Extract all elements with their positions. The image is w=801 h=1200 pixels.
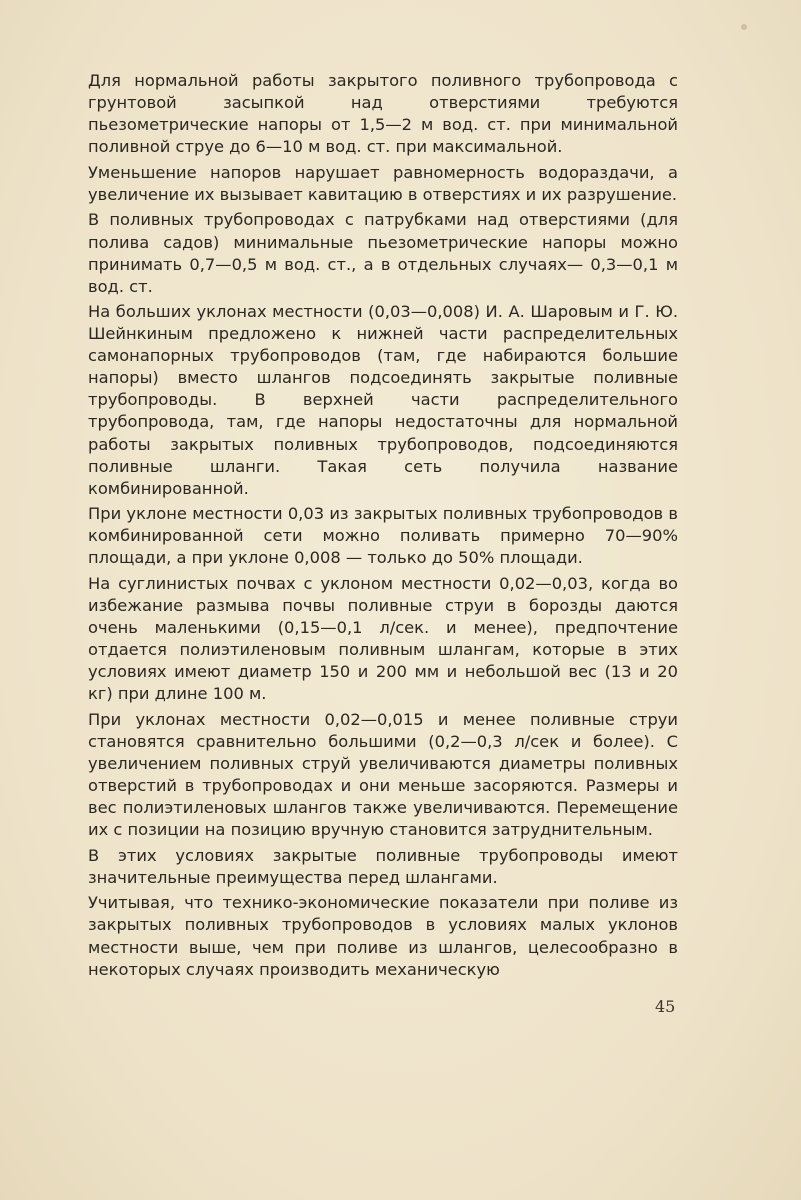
paper-speck — [741, 24, 747, 30]
paragraph: При уклонах местности 0,02—0,015 и менее поливные струи становятся сравнительно большими (0,2—0,3 л/сек и более). С увеличением поливных струй увеличиваются диаметры поливных отверстий в трубопроводах и они меньше засоряются. Размеры и вес полиэтиленовых шлангов также увеличиваются. Перемещение их с позиции на позицию вручную становится затруднительным. — [88, 709, 678, 840]
page-body-text — [88, 70, 678, 984]
paragraph: При уклоне местности 0,03 из закрытых поливных трубопроводов в комбинированной сети можно поливать примерно 70—90% площади, а при уклоне 0,008 — только до 50% площади. — [88, 504, 678, 568]
paragraph: В поливных трубопроводах с патрубками над отверстиями (для полива садов) минимальные пьезометрические напоры можно принимать 0,7—0,5 м вод. ст., а в отдельных случаях— 0,3—0,1 м вод. ст. — [88, 210, 678, 296]
paragraph: Уменьшение напоров нарушает равномерность водораздачи, а увеличение их вызывает кавитацию в отверстиях и их разрушение. — [88, 162, 678, 204]
paragraph: Для нормальной работы закрытого поливного трубопровода с грунтовой засыпкой над отверстиями требуются пьезометрические напоры от 1,5—2 м вод. ст. при минимальной поливной струе до 6—10 м вод. ст. при максимальной. — [88, 71, 678, 157]
paragraph: Учитывая, что технико-экономические показатели при поливе из закрытых поливных трубопроводов в условиях малых уклонов местности выше, чем при поливе из шлангов, целесообразно в некоторых случаях производить механическую — [88, 893, 678, 979]
page-number: 45 — [655, 997, 676, 1016]
paragraph: На суглинистых почвах с уклоном местности 0,02—0,03, когда во избежание размыва почвы поливные струи в борозды даются очень маленькими (0,15—0,1 л/сек. и менее), предпочтение отдается полиэтиленовым поливным шлангам, которые в этих условиях имеют диаметр 150 и 200 мм и небольшой вес (13 и 20 кг) при длине 100 м. — [88, 574, 678, 704]
paragraph: На больших уклонах местности (0,03—0,008) И. А. Шаровым и Г. Ю. Шейнкиным предложено к нижней части распределительных самонапорных трубопроводов (там, где набираются большие напоры) вместо шлангов подсоединять закрытые поливные трубопроводы. В верхней части распределительного трубопровода, там, где напоры недостаточны для нормальной работы закрытых поливных трубопроводов, подсоединяются поливные шланги. Такая сеть получила название комбинированной. — [88, 302, 678, 498]
paragraph: В этих условиях закрытые поливные трубопроводы имеют значительные преимущества перед шлангами. — [88, 845, 678, 887]
